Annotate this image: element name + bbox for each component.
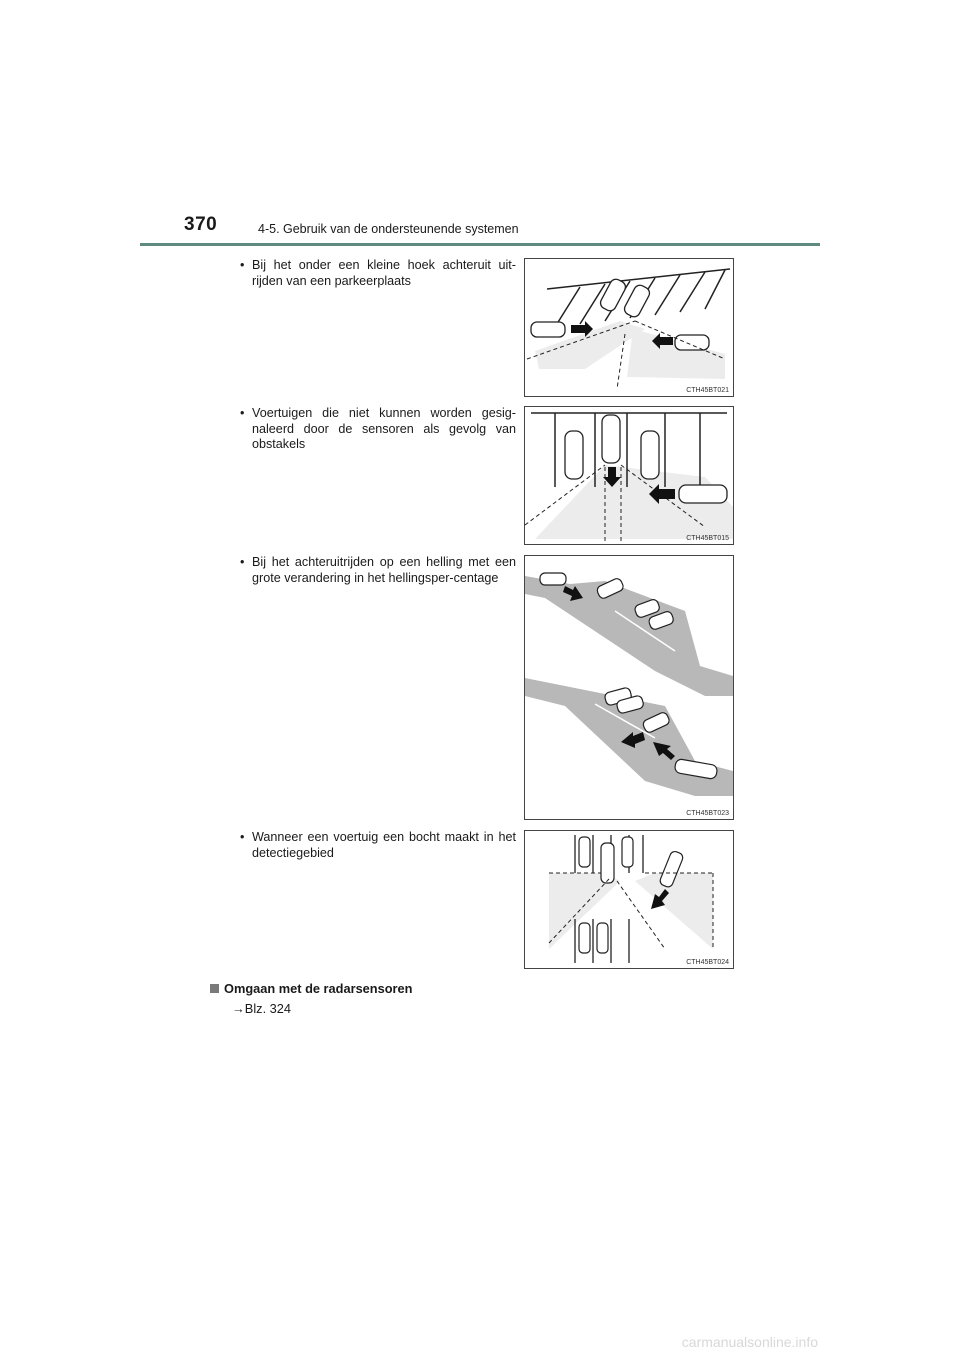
figure-angled-exit xyxy=(524,258,734,397)
page-number: 370 xyxy=(184,214,218,235)
page-reference-link[interactable]: →Blz. 324 xyxy=(232,1001,292,1016)
parking-angled-illustration xyxy=(525,259,733,396)
bullet-item-turning: • Wanneer een voertuig een bocht maakt in het detectiegebied xyxy=(240,830,516,861)
bullet-item-slope: • Bij het achteruitrijden op een helling met een grote verandering in het hellingsper-centage xyxy=(240,555,516,586)
figure-code: CTH45BT021 xyxy=(686,387,729,394)
subsection-heading xyxy=(210,981,412,996)
header-rule xyxy=(140,243,820,246)
section-title: 4-5. Gebruik van de ondersteunende systemen xyxy=(258,222,519,236)
figure-turning xyxy=(524,830,734,969)
bullet-item-obstacles: • Voertuigen die niet kunnen worden gesig-naleerd door de sensoren als gevolg van obstakels xyxy=(240,406,516,453)
figure-code: CTH45BT024 xyxy=(686,959,729,966)
square-bullet-icon xyxy=(210,984,219,993)
bullet-item-angled-exit: • Bij het onder een kleine hoek achteruit uit-rijden van een parkeerplaats xyxy=(240,258,516,289)
figure-code: CTH45BT023 xyxy=(686,810,729,817)
watermark: carmanualsonline.info xyxy=(681,1334,818,1350)
slope-illustration xyxy=(525,556,733,819)
subsection-title: Omgaan met de radarsensoren xyxy=(224,981,413,996)
figure-code: CTH45BT015 xyxy=(686,535,729,542)
figure-slope xyxy=(524,555,734,820)
parking-obstacles-illustration xyxy=(525,407,733,544)
turning-illustration xyxy=(525,831,733,968)
figure-obstacles xyxy=(524,406,734,545)
